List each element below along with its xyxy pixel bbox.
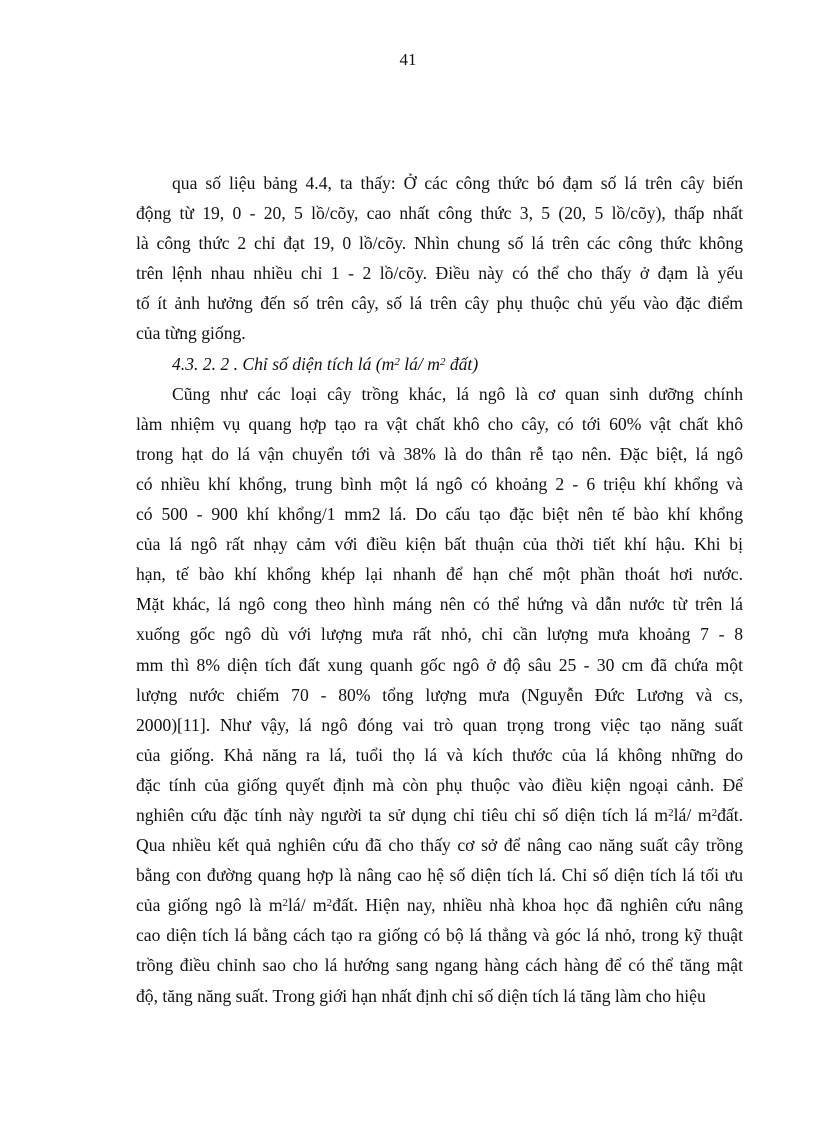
text-line: độ, tăng năng suất. Trong giới hạn nhất định chỉ số diện tích lá tăng làm cho hiệu bbox=[136, 985, 706, 1006]
text-line: của giống. Khả năng ra lá, tuổi thọ lá và kích thước của lá không những do bbox=[136, 744, 743, 765]
text-line: 2000)[11]. Như vậy, lá ngô đóng vai trò quan trọng trong việc tạo năng suất bbox=[136, 714, 743, 735]
text-line: là công thức 2 chỉ đạt 19, 0 lồ/cõy. Nhìn chung số lá trên các công thức không bbox=[136, 233, 743, 254]
text-line: cao diện tích lá bằng cách tạo ra giống có bộ lá thẳng và góc lá nhỏ, trong kỹ thuật bbox=[136, 925, 743, 946]
heading-text: lá/ m bbox=[399, 353, 440, 374]
superscript: 2 bbox=[326, 897, 333, 910]
text-line: làm nhiệm vụ quang hợp tạo ra vật chất khô cho cây, có tới 60% vật chất khô bbox=[136, 413, 743, 434]
text-line bbox=[136, 890, 743, 920]
document-body bbox=[136, 168, 743, 1011]
text-line: của từng giống. bbox=[136, 323, 246, 344]
text-line: đặc tính của giống quyết định mà còn phụ thuộc vào điều kiện ngoại cảnh. Để bbox=[136, 774, 743, 795]
text-line: Mặt khác, lá ngô cong theo hình máng nên có thể hứng và dẫn nước từ trên lá bbox=[136, 594, 743, 615]
text-line: xuống gốc ngô dù với lượng mưa rất nhỏ, chỉ cần lượng mưa khoảng 7 - 8 bbox=[136, 624, 743, 645]
heading-text: đất) bbox=[445, 353, 479, 374]
text-line: Qua nhiều kết quả nghiên cứu đã cho thấy cơ sở để nâng cao năng suất cây trồng bbox=[136, 835, 743, 856]
text-line: trên lệnh nhau nhiều chỉ 1 - 2 lồ/cõy. Điều này có thể cho thấy ở đạm là yếu bbox=[136, 263, 743, 284]
superscript: 2 bbox=[282, 897, 289, 910]
superscript: 2 bbox=[668, 806, 674, 819]
line-text: lá/ m bbox=[673, 804, 712, 825]
text-line: có nhiều khí khổng, trung bình một lá ngô có khoảng 2 - 6 triệu khí khổng và bbox=[136, 473, 743, 494]
text-line: trong hạt do lá vận chuyển tới và 38% là do thân rễ tạo nên. Đặc biệt, lá ngô bbox=[136, 443, 743, 464]
text-line: qua số liệu bảng 4.4, ta thấy: Ở các công thức bó đạm số lá trên cây biến bbox=[172, 173, 743, 193]
text-line: có 500 - 900 khí khổng/1 mm2 lá. Do cấu tạo đặc biệt nên tế bào khí khổng bbox=[136, 504, 743, 525]
superscript: 2 bbox=[439, 355, 446, 368]
text-line: động từ 19, 0 - 20, 5 lồ/cõy, cao nhất công thức 3, 5 (20, 5 lồ/cõy), thấp nhất bbox=[136, 203, 743, 224]
line-text: nghiên cứu đặc tính này người ta sử dụng chỉ tiêu chỉ số diện tích lá m bbox=[136, 804, 669, 825]
superscript: 2 bbox=[394, 355, 400, 368]
text-line bbox=[136, 800, 743, 830]
page-number: 41 bbox=[399, 50, 417, 69]
line-text: đất. Hiện nay, nhiều nhà khoa học đã nghiên cứu nâng bbox=[332, 895, 743, 916]
line-text: của giống ngô là m bbox=[136, 895, 283, 916]
paragraph-2 bbox=[136, 379, 743, 1011]
superscript: 2 bbox=[711, 806, 718, 819]
text-line: trồng điều chỉnh sao cho lá hướng sang ngang hàng cách hàng để có thể tăng mật bbox=[136, 955, 743, 976]
text-line: của lá ngô rất nhạy cảm với điều kiện bất thuận của thời tiết khí hậu. Khi bị bbox=[136, 534, 743, 555]
text-line: tố ít ảnh hưởng đến số trên cây, số lá trên cây phụ thuộc chủ yếu vào đặc điểm bbox=[136, 293, 743, 314]
text-line: mm thì 8% diện tích đất xung quanh gốc ngô ở độ sâu 25 - 30 cm đã chứa một bbox=[136, 654, 743, 675]
paragraph-1 bbox=[136, 168, 743, 349]
text-line: bằng con đường quang hợp là nâng cao hệ số diện tích lá. Chỉ số diện tích lá tối ưu bbox=[136, 865, 743, 886]
heading-text: 4.3. 2. 2 . Chỉ số diện tích lá (m bbox=[172, 353, 395, 374]
text-line: Cũng như các loại cây trồng khác, lá ngô là cơ quan sinh dưỡng chính bbox=[172, 383, 743, 404]
section-heading bbox=[136, 349, 743, 379]
line-text: đất. bbox=[717, 804, 744, 825]
text-line: lượng nước chiếm 70 - 80% tổng lượng mưa (Nguyễn Đức Lương và cs, bbox=[136, 684, 743, 705]
text-line: hạn, tế bào khí khổng khép lại nhanh để hạn chế một phần thoát hơi nước. bbox=[136, 564, 743, 585]
line-text: lá/ m bbox=[288, 895, 327, 916]
